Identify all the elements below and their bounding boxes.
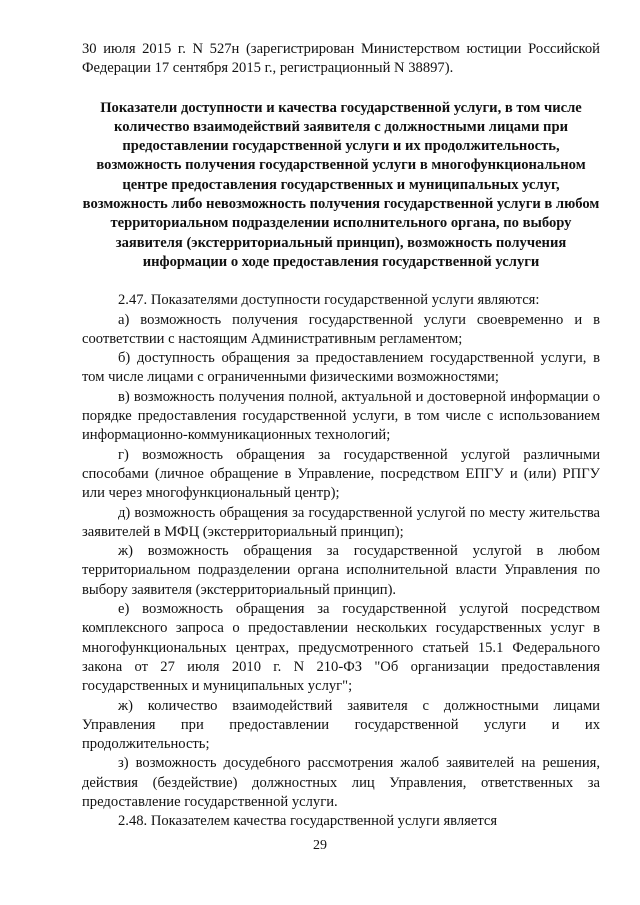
intro-paragraph: 30 июля 2015 г. N 527н (зарегистрирован Министерством юстиции Российской Федерации 17 сентября 2015 г., регистрационный N 38897). — [82, 41, 600, 77]
paragraph-item-b: б) доступность обращения за предоставлением государственной услуги, в том числе лицами с ограниченными физическими возможностями; — [82, 350, 600, 386]
paragraph-item-g: г) возможность обращения за государственной услугой различными способами (личное обращение в Управление, посредством ЕПГУ и (или) РПГУ или через многофункциональный центр); — [82, 446, 600, 502]
section-heading: Показатели доступности и качества государственной услуги, в том числе количество взаимодействий заявителя с должностными лицами при предоставлении государственной услуги и их продолжительность, возможность получения государственной услуги в многофункциональном центре предоставления государственных и муниципальных услуг, возможность либо невозможность получения государственной услуги в любом территориальном подразделении исполнительного органа, по выбору заявителя (экстерриториальный принцип), возможность получения информации о ходе предоставления государственной услуги — [82, 99, 600, 270]
paragraph-item-a: а) возможность получения государственной услуги своевременно и в соответствии с настоящим Административным регламентом; — [82, 311, 600, 347]
paragraph-2-47: 2.47. Показателями доступности государственной услуги являются: — [118, 292, 540, 309]
paragraph-item-zh-first: ж) возможность обращения за государственной услугой в любом территориальном подразделении органа исполнительной власти Управления по выбору заявителя (экстерриториальный принцип). — [82, 543, 600, 598]
paragraph-item-zh-second: ж) количество взаимодействий заявителя с должностными лицами Управления при предоставлении государственной услуги и их продолжительность; — [82, 697, 600, 753]
paragraph-item-v: в) возможность получения полной, актуальной и достоверной информации о порядке предоставления государственной услуги, в том числе с использованием информационно-коммуникационных технологий; — [82, 388, 600, 444]
paragraph-item-d: д) возможность обращения за государственной услугой по месту жительства заявителей в МФЦ (экстерриториальный принцип); — [82, 504, 600, 540]
page-number: 29 — [313, 838, 327, 853]
paragraph-item-e: е) возможность обращения за государственной услугой посредством комплексного запроса о предоставлении нескольких государственных услуг в многофункциональных центрах, предусмотренного статьей 15.1 Федерального закона от 27 июля 2010 г. N 210-ФЗ "Об организации предоставления государственных и муниципальных услуг"; — [82, 601, 600, 695]
page-content — [82, 40, 600, 832]
paragraph-item-z: з) возможность досудебного рассмотрения жалоб заявителей на решения, действия (бездействие) должностных лиц Управления, ответственных за предоставление государственной услуги. — [82, 755, 600, 810]
paragraph-2-48: 2.48. Показателем качества государственной услуги является — [118, 813, 498, 830]
